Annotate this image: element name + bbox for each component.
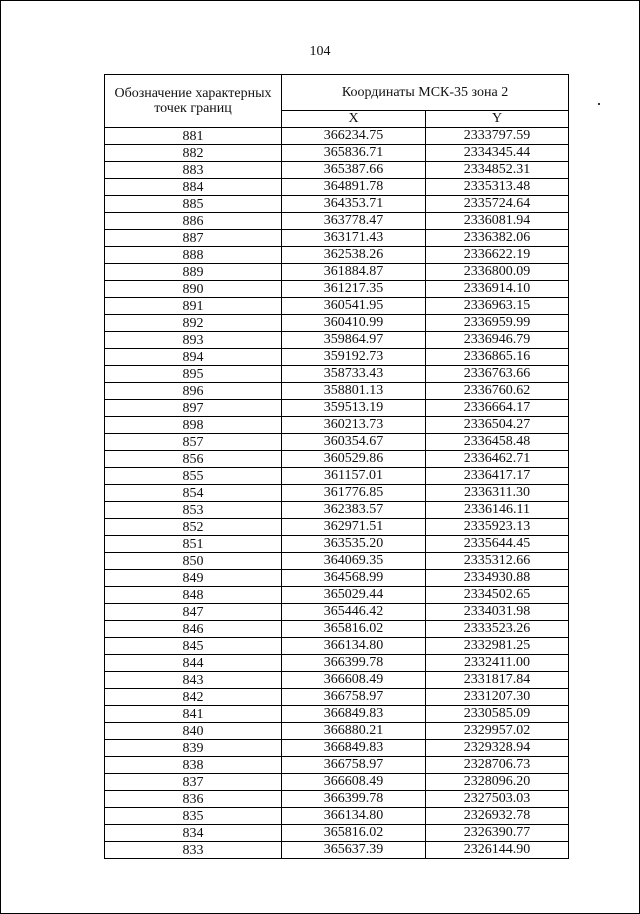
- point-cell: 845: [105, 638, 282, 655]
- table-row: [105, 247, 569, 264]
- y-cell: 2336417.17: [426, 468, 569, 485]
- table-row: [105, 774, 569, 791]
- x-cell: 361157.01: [282, 468, 426, 485]
- point-cell: 841: [105, 706, 282, 723]
- point-cell: 833: [105, 842, 282, 859]
- table-row: [105, 757, 569, 774]
- y-cell: 2327503.03: [426, 791, 569, 808]
- coordinates-table: [104, 74, 569, 859]
- point-column-header: Обозначение характерных точек границ: [105, 75, 282, 128]
- x-cell: 363171.43: [282, 230, 426, 247]
- x-cell: 363535.20: [282, 536, 426, 553]
- y-cell: 2333797.59: [426, 128, 569, 145]
- y-cell: 2331207.30: [426, 689, 569, 706]
- table-row: [105, 196, 569, 213]
- table-row: [105, 434, 569, 451]
- table-row: [105, 264, 569, 281]
- point-cell: 837: [105, 774, 282, 791]
- y-column-header: Y: [426, 110, 569, 127]
- point-cell: 894: [105, 349, 282, 366]
- point-cell: 888: [105, 247, 282, 264]
- x-cell: 366134.80: [282, 808, 426, 825]
- x-cell: 364353.71: [282, 196, 426, 213]
- y-cell: 2332981.25: [426, 638, 569, 655]
- x-cell: 365029.44: [282, 587, 426, 604]
- x-cell: 361884.87: [282, 264, 426, 281]
- x-cell: 366608.49: [282, 672, 426, 689]
- table-row: [105, 128, 569, 145]
- y-cell: 2334031.98: [426, 604, 569, 621]
- y-cell: 2336865.16: [426, 349, 569, 366]
- x-cell: 364568.99: [282, 570, 426, 587]
- x-cell: 360529.86: [282, 451, 426, 468]
- y-cell: 2336800.09: [426, 264, 569, 281]
- y-cell: 2334930.88: [426, 570, 569, 587]
- y-cell: 2336462.71: [426, 451, 569, 468]
- point-cell: 850: [105, 553, 282, 570]
- table-row: [105, 570, 569, 587]
- table-header: [105, 75, 569, 128]
- table-row: [105, 451, 569, 468]
- point-cell: 853: [105, 502, 282, 519]
- table-row: [105, 621, 569, 638]
- y-cell: 2335644.45: [426, 536, 569, 553]
- table-row: [105, 672, 569, 689]
- x-cell: 366399.78: [282, 791, 426, 808]
- y-cell: 2336504.27: [426, 417, 569, 434]
- x-cell: 360541.95: [282, 298, 426, 315]
- point-cell: 847: [105, 604, 282, 621]
- x-cell: 365387.66: [282, 162, 426, 179]
- table-row: [105, 791, 569, 808]
- y-cell: 2332411.00: [426, 655, 569, 672]
- point-cell: 889: [105, 264, 282, 281]
- x-cell: 366134.80: [282, 638, 426, 655]
- x-cell: 365836.71: [282, 145, 426, 162]
- y-cell: 2336914.10: [426, 281, 569, 298]
- table-row: [105, 723, 569, 740]
- point-cell: 834: [105, 825, 282, 842]
- point-cell: 886: [105, 213, 282, 230]
- x-cell: 366608.49: [282, 774, 426, 791]
- point-cell: 887: [105, 230, 282, 247]
- point-cell: 852: [105, 519, 282, 536]
- x-cell: 362538.26: [282, 247, 426, 264]
- table-row: [105, 366, 569, 383]
- x-cell: 358801.13: [282, 383, 426, 400]
- coordinates-header: Координаты МСК-35 зона 2: [282, 75, 569, 111]
- y-cell: 2334345.44: [426, 145, 569, 162]
- point-cell: 842: [105, 689, 282, 706]
- x-cell: 364891.78: [282, 179, 426, 196]
- table-row: [105, 706, 569, 723]
- point-cell: 851: [105, 536, 282, 553]
- x-cell: 365816.02: [282, 621, 426, 638]
- point-cell: 846: [105, 621, 282, 638]
- point-cell: 857: [105, 434, 282, 451]
- x-cell: 360213.73: [282, 417, 426, 434]
- point-cell: 882: [105, 145, 282, 162]
- point-cell: 885: [105, 196, 282, 213]
- point-cell: 897: [105, 400, 282, 417]
- x-cell: 360410.99: [282, 315, 426, 332]
- y-cell: 2334502.65: [426, 587, 569, 604]
- scan-speck: [598, 103, 600, 105]
- x-cell: 361776.85: [282, 485, 426, 502]
- x-cell: 359192.73: [282, 349, 426, 366]
- table-row: [105, 383, 569, 400]
- point-cell: 844: [105, 655, 282, 672]
- x-cell: 363778.47: [282, 213, 426, 230]
- point-cell: 840: [105, 723, 282, 740]
- y-cell: 2336946.79: [426, 332, 569, 349]
- point-cell: 854: [105, 485, 282, 502]
- point-cell: 855: [105, 468, 282, 485]
- y-cell: 2326390.77: [426, 825, 569, 842]
- x-cell: 366758.97: [282, 689, 426, 706]
- point-cell: 898: [105, 417, 282, 434]
- table-row: [105, 349, 569, 366]
- table-row: [105, 162, 569, 179]
- x-cell: 365637.39: [282, 842, 426, 859]
- table-row: [105, 468, 569, 485]
- table-row: [105, 298, 569, 315]
- y-cell: 2336760.62: [426, 383, 569, 400]
- point-cell: 843: [105, 672, 282, 689]
- x-cell: 366758.97: [282, 757, 426, 774]
- point-cell: 890: [105, 281, 282, 298]
- table-row: [105, 842, 569, 859]
- table-row: [105, 740, 569, 757]
- table-row: [105, 417, 569, 434]
- x-cell: 366849.83: [282, 740, 426, 757]
- table-row: [105, 638, 569, 655]
- y-cell: 2336382.06: [426, 230, 569, 247]
- x-cell: 359513.19: [282, 400, 426, 417]
- x-cell: 359864.97: [282, 332, 426, 349]
- y-cell: 2333523.26: [426, 621, 569, 638]
- table-row: [105, 332, 569, 349]
- point-cell: 883: [105, 162, 282, 179]
- point-cell: 848: [105, 587, 282, 604]
- y-cell: 2331817.84: [426, 672, 569, 689]
- x-cell: 365816.02: [282, 825, 426, 842]
- table-row: [105, 400, 569, 417]
- x-cell: 366880.21: [282, 723, 426, 740]
- table-row: [105, 604, 569, 621]
- table-body: [105, 128, 569, 859]
- point-cell: 849: [105, 570, 282, 587]
- y-cell: 2326932.78: [426, 808, 569, 825]
- table-row: [105, 485, 569, 502]
- table-row: [105, 145, 569, 162]
- point-cell: 891: [105, 298, 282, 315]
- x-cell: 362971.51: [282, 519, 426, 536]
- point-cell: 856: [105, 451, 282, 468]
- y-cell: 2336081.94: [426, 213, 569, 230]
- y-cell: 2336146.11: [426, 502, 569, 519]
- y-cell: 2335923.13: [426, 519, 569, 536]
- y-cell: 2329957.02: [426, 723, 569, 740]
- point-cell: 893: [105, 332, 282, 349]
- point-cell: 884: [105, 179, 282, 196]
- table-row: [105, 315, 569, 332]
- x-cell: 362383.57: [282, 502, 426, 519]
- y-cell: 2328706.73: [426, 757, 569, 774]
- x-cell: 360354.67: [282, 434, 426, 451]
- y-cell: 2336959.99: [426, 315, 569, 332]
- y-cell: 2336963.15: [426, 298, 569, 315]
- table-row: [105, 213, 569, 230]
- x-cell: 366849.83: [282, 706, 426, 723]
- table-row: [105, 179, 569, 196]
- point-cell: 896: [105, 383, 282, 400]
- table-row: [105, 655, 569, 672]
- point-cell: 835: [105, 808, 282, 825]
- table-row: [105, 502, 569, 519]
- y-cell: 2330585.09: [426, 706, 569, 723]
- point-cell: 892: [105, 315, 282, 332]
- x-column-header: X: [282, 110, 426, 127]
- table-row: [105, 689, 569, 706]
- table-row: [105, 553, 569, 570]
- x-cell: 366234.75: [282, 128, 426, 145]
- y-cell: 2336458.48: [426, 434, 569, 451]
- y-cell: 2328096.20: [426, 774, 569, 791]
- y-cell: 2335313.48: [426, 179, 569, 196]
- x-cell: 361217.35: [282, 281, 426, 298]
- page-number: 104: [309, 44, 331, 59]
- x-cell: 365446.42: [282, 604, 426, 621]
- table-row: [105, 230, 569, 247]
- y-cell: 2336664.17: [426, 400, 569, 417]
- table-row: [105, 281, 569, 298]
- y-cell: 2326144.90: [426, 842, 569, 859]
- table-row: [105, 825, 569, 842]
- y-cell: 2336311.30: [426, 485, 569, 502]
- point-cell: 839: [105, 740, 282, 757]
- point-cell: 838: [105, 757, 282, 774]
- table-row: [105, 519, 569, 536]
- y-cell: 2334852.31: [426, 162, 569, 179]
- point-cell: 881: [105, 128, 282, 145]
- table-row: [105, 587, 569, 604]
- y-cell: 2336622.19: [426, 247, 569, 264]
- point-cell: 895: [105, 366, 282, 383]
- y-cell: 2329328.94: [426, 740, 569, 757]
- x-cell: 366399.78: [282, 655, 426, 672]
- y-cell: 2335724.64: [426, 196, 569, 213]
- x-cell: 364069.35: [282, 553, 426, 570]
- table-row: [105, 536, 569, 553]
- point-cell: 836: [105, 791, 282, 808]
- y-cell: 2336763.66: [426, 366, 569, 383]
- x-cell: 358733.43: [282, 366, 426, 383]
- y-cell: 2335312.66: [426, 553, 569, 570]
- table-row: [105, 808, 569, 825]
